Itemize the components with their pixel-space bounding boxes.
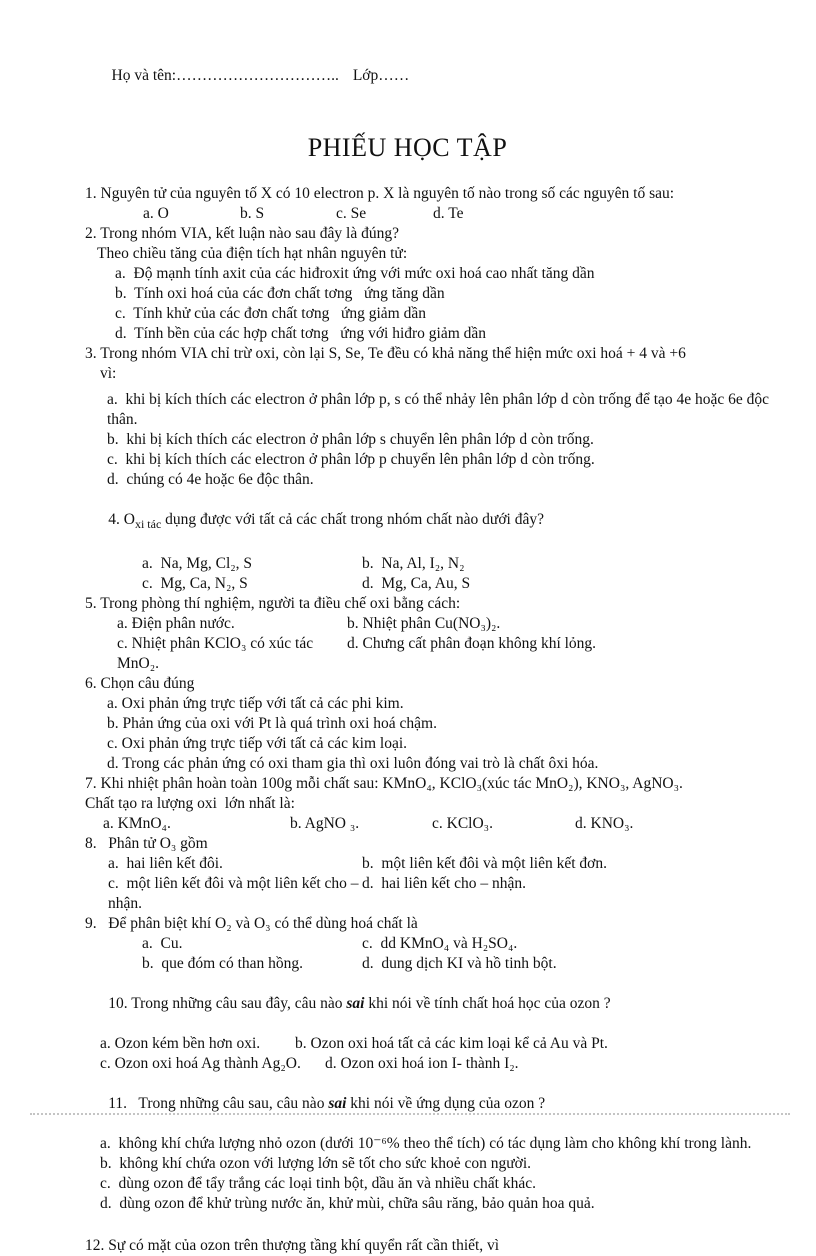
question-11-option-d: d. dùng ozon để khử trùng nước ăn, khử mùi, chữa sâu răng, bảo quản hoa quả. xyxy=(100,1195,595,1212)
question-4-option-c: c. Mg, Ca, N₂, S xyxy=(142,575,248,592)
name-fill-line: Họ và tên:………………………….. xyxy=(111,67,339,84)
question-7-stem-line2: Chất tạo ra lượng oxi lớn nhất là: xyxy=(85,795,295,812)
question-3-option-d: d. chúng có 4e hoặc 6e độc thân. xyxy=(107,471,314,488)
question-5 xyxy=(85,594,776,674)
question-8-stem: 8. Phân tử O₃ gồm xyxy=(85,835,208,852)
question-7-options xyxy=(85,814,776,834)
question-8-option-b: b. một liên kết đôi và một liên kết đơn. xyxy=(362,855,607,872)
question-8-options-row2 xyxy=(85,874,776,914)
question-8-option-c: c. một liên kết đôi và một liên kết cho – nhận. xyxy=(108,875,363,912)
question-11-stem-post: khi nói về ứng dụng của ozon ? xyxy=(346,1095,546,1112)
question-1 xyxy=(85,184,776,224)
question-1-option-d: d. Te xyxy=(433,205,464,222)
question-10-options-row2 xyxy=(85,1054,776,1074)
question-9 xyxy=(85,914,776,974)
question-8 xyxy=(85,834,776,914)
question-2-option-a: a. Độ mạnh tính axit của các hiđroxit ứng với mức oxi hoá cao nhất tăng dần xyxy=(115,265,595,282)
question-6-option-d: d. Trong các phản ứng có oxi tham gia thì oxi luôn đóng vai trò là chất ôxi hóa. xyxy=(107,755,599,772)
question-11-stem-pre: 11. Trong những câu sau, câu nào xyxy=(108,1095,329,1112)
question-3-option-c: c. khi bị kích thích các electron ở phân lớp p chuyển lên phân lớp d còn trống. xyxy=(107,451,595,468)
question-4-option-b: b. Na, Al, I₂, N₂ xyxy=(362,555,465,572)
header-row xyxy=(85,46,776,106)
question-5-option-d: d. Chưng cất phân đoạn không khí lỏng. xyxy=(347,635,597,652)
page-title: PHIẾU HỌC TẬP xyxy=(307,133,508,162)
question-2-stem: 2. Trong nhóm VIA, kết luận nào sau đây là đúng? xyxy=(85,225,399,242)
question-1-option-a: a. O xyxy=(143,205,169,222)
question-1-options xyxy=(85,204,776,224)
question-11 xyxy=(85,1074,776,1214)
page-bottom-dotted-divider xyxy=(30,1113,790,1115)
question-8-options-row1 xyxy=(85,854,776,874)
question-9-options-row1 xyxy=(85,934,776,954)
question-2-option-c: c. Tính khử của các đơn chất tơng ứng giảm dần xyxy=(115,305,426,322)
question-7-option-b: b. AgNO ₃. xyxy=(290,815,360,832)
question-10 xyxy=(85,974,776,1074)
question-10-options-row1 xyxy=(85,1034,776,1054)
question-9-stem: 9. Để phân biệt khí O₂ và O₃ có thể dùng hoá chất là xyxy=(85,915,418,932)
question-11-stem-emphasis: sai xyxy=(328,1095,347,1112)
question-10-stem-pre: 10. Trong những câu sau đây, câu nào xyxy=(108,995,347,1012)
question-9-option-c: c. dd KMnO₄ và H₂SO₄. xyxy=(362,935,518,952)
question-10-stem-emphasis: sai xyxy=(346,995,365,1012)
question-1-option-c: c. Se xyxy=(336,205,367,222)
question-5-stem: 5. Trong phòng thí nghiệm, người ta điều chế oxi bằng cách: xyxy=(85,595,461,612)
question-12-stem: 12. Sự có mặt của ozon trên thượng tầng khí quyển rất cần thiết, vì xyxy=(85,1237,500,1254)
question-7-stem-line1: 7. Khi nhiệt phân hoàn toàn 100g mỗi chất sau: KMnO₄, KClO₃(xúc tác MnO₂), KNO₃, AgNO₃. xyxy=(85,775,683,792)
question-12 xyxy=(85,1236,776,1256)
question-3-stem-line2: vì: xyxy=(100,365,117,382)
question-5-option-a: a. Điện phân nước. xyxy=(117,615,235,632)
question-2-option-d: d. Tính bền của các hợp chất tơng ứng với hiđro giảm dần xyxy=(115,325,487,342)
question-10-option-a: a. Ozon kém bền hơn oxi. xyxy=(100,1035,261,1052)
question-3 xyxy=(85,344,776,490)
question-5-option-b: b. Nhiệt phân Cu(NO₃)₂. xyxy=(347,615,501,632)
question-10-stem-post: khi nói về tính chất hoá học của ozon ? xyxy=(364,995,611,1012)
question-9-option-d: d. dung dịch KI và hồ tinh bột. xyxy=(362,955,557,972)
question-5-options-row2 xyxy=(85,634,776,674)
question-4-options-row2 xyxy=(85,574,776,594)
question-11-stem xyxy=(85,1074,776,1134)
question-3-option-a: a. khi bị kích thích các electron ở phân lớp p, s có thể nhảy lên phân lớp d còn trống để tạo 4e hoặc 6e độc thân. xyxy=(107,391,773,428)
question-4-option-a: a. Na, Mg, Cl₂, S xyxy=(142,555,253,572)
question-8-option-d: d. hai liên kết cho – nhận. xyxy=(362,875,526,892)
class-fill-line: Lớp…… xyxy=(352,67,410,84)
question-4-options-row1 xyxy=(85,554,776,574)
question-10-option-c: c. Ozon oxi hoá Ag thành Ag₂O. xyxy=(100,1055,301,1072)
question-5-options-row1 xyxy=(85,614,776,634)
question-7-option-a: a. KMnO₄. xyxy=(103,815,171,832)
question-10-stem xyxy=(85,974,776,1034)
question-11-option-c: c. dùng ozon để tẩy trắng các loại tinh bột, dầu ăn và nhiều chất khác. xyxy=(100,1175,536,1192)
question-6-stem: 6. Chọn câu đúng xyxy=(85,675,195,692)
question-1-option-b: b. S xyxy=(240,205,265,222)
question-9-option-a: a. Cu. xyxy=(142,935,183,952)
question-5-option-c: c. Nhiệt phân KClO₃ có xúc tác MnO₂. xyxy=(117,635,317,672)
question-10-option-d: d. Ozon oxi hoá ion I- thành I₂. xyxy=(325,1055,519,1072)
question-9-options-row2 xyxy=(85,954,776,974)
question-9-option-b: b. que đóm có than hồng. xyxy=(142,955,304,972)
question-7 xyxy=(85,774,776,834)
question-10-option-b: b. Ozon oxi hoá tất cả các kim loại kể cả Au và Pt. xyxy=(295,1035,608,1052)
question-6-option-b: b. Phản ứng của oxi với Pt là quá trình oxi hoá chậm. xyxy=(107,715,437,732)
question-4-stem xyxy=(85,490,776,554)
question-8-option-a: a. hai liên kết đôi. xyxy=(108,855,223,872)
question-6-option-c: c. Oxi phản ứng trực tiếp với tất cả các kim loại. xyxy=(107,735,408,752)
question-4-option-d: d. Mg, Ca, Au, S xyxy=(362,575,471,592)
question-2-intro: Theo chiều tăng của điện tích hạt nhân nguyên tử: xyxy=(97,245,408,262)
question-7-option-d: d. KNO₃. xyxy=(575,815,634,832)
question-4-stem-subscript-run: xi tác xyxy=(134,517,162,531)
question-6 xyxy=(85,674,776,774)
question-7-option-c: c. KClO₃. xyxy=(432,815,493,832)
question-3-option-b: b. khi bị kích thích các electron ở phân lớp s chuyển lên phân lớp d còn trống. xyxy=(107,431,594,448)
question-1-stem: 1. Nguyên tử của nguyên tố X có 10 electron p. X là nguyên tố nào trong số các nguyên tố sau: xyxy=(85,185,675,202)
question-6-option-a: a. Oxi phản ứng trực tiếp với tất cả các phi kim. xyxy=(107,695,404,712)
question-11-option-a: a. không khí chứa lượng nhỏ ozon (dưới 10⁻⁶% theo thể tích) có tác dụng làm cho không khí trong lành. xyxy=(100,1135,752,1152)
question-2 xyxy=(85,224,776,344)
question-11-option-b: b. không khí chứa ozon với lượng lớn sẽ tốt cho sức khoẻ con người. xyxy=(100,1155,532,1172)
question-2-option-b: b. Tính oxi hoá của các đơn chất tơng ứng tăng dần xyxy=(115,285,445,302)
question-4 xyxy=(85,490,776,594)
question-4-stem-post: dụng được với tất cả các chất trong nhóm chất nào dưới đây? xyxy=(161,511,544,528)
question-3-stem-line1: 3. Trong nhóm VIA chỉ trừ oxi, còn lại S, Se, Te đều có khả năng thể hiện mức oxi hoá + 4 và +6 xyxy=(85,345,686,362)
question-4-stem-pre: 4. O xyxy=(108,511,135,528)
